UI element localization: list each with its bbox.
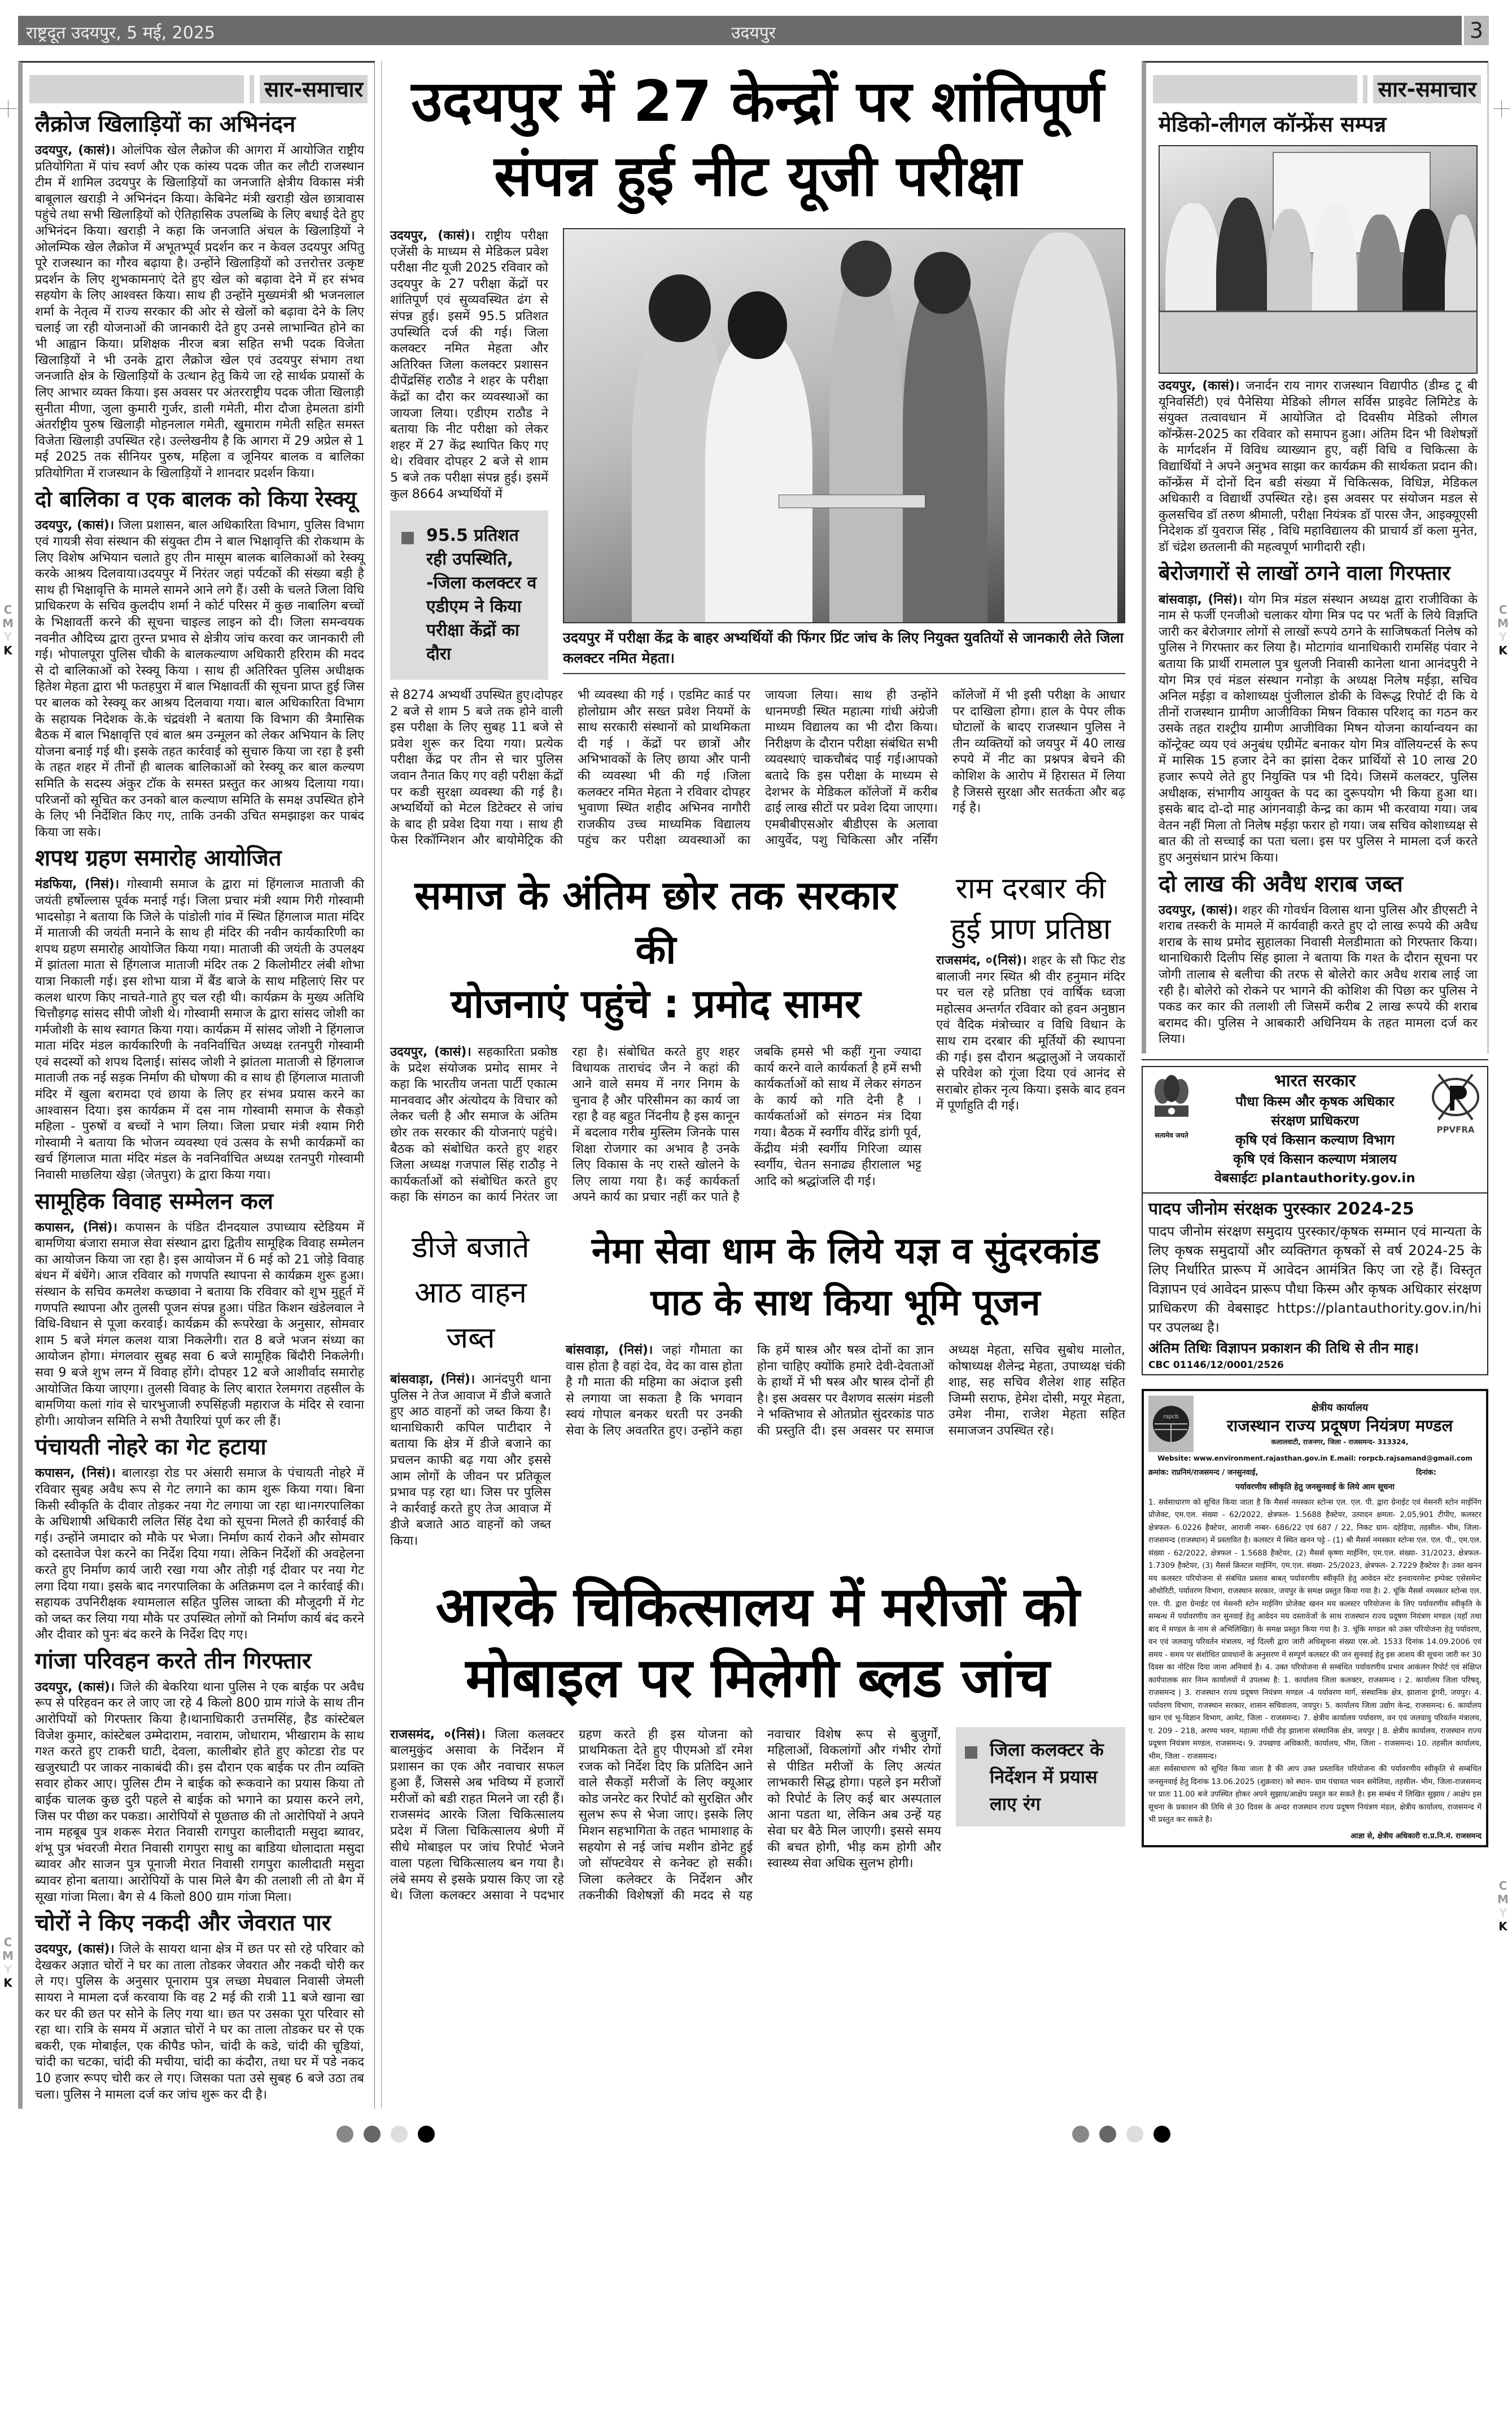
- paper-date: राष्ट्रदूत उदयपुर, 5 मई, 2025: [26, 23, 215, 43]
- headline-line: संपन्न हुई नीट यूजी परीक्षा: [494, 143, 1021, 209]
- brief-title: सामूहिक विवाह सम्मेलन कल: [35, 1188, 273, 1214]
- lead-headline: [390, 64, 1125, 213]
- brief-body: बांसवाड़ा, (निसं)। योग मित्र मंडल संस्थान अध्यक्ष द्वारा राजीविका के नाम से फर्जी एनजीओ चलाकर योगा मित्र पद पर भर्ती के लिये विज्ञप्ति जारी कर बेरोजगार लोगों से लाखों रूपये ठगने के साजिषकर्ता निलेष को पुलिस ने गिरफ्तार कर लिया है। मोटागांव थानाधिकारी रामसिंह पंवार ने बताया कि प्रार्थी रामलाल पुत्र धुलजी निवासी कानेला थाना आनंदपुरी ने योग मित्र एवं मंडल संस्थान गनोड़ा के अध्यक्ष निलेष मईड़ा, सचिव अनिल मईड़ा व कोशाध्यक्ष पुंजीलाल डोकी के विरूद्ध रिपोर्ट दी कि ये तीनों राजस्थान ग्रामीण आजीविका मिषन विकास परिशद् का गठन कर उसके तहत राश्ट्रीय ग्रामीण आजीविका मिषन योजना कार्यान्वयन का कॉन्ट्रेक्ट व्यय एवं अनुबंध एग्रीमेंट बनाकर योग मित्र वॉलियन्टर्स के रूप में मासिक 15 हजार देने का झांसा देकर प्रार्थियों से 10 लाख 20 हजार रूपये लेते हुए नियुक्ति पत्र भी दिये। जिसमें कलक्टर, पुलिस अधीक्षक, संभागीय आयुक्त के पद का दुरूपयोग भी किया हुआ था। इसके बाद दो-दो माह आंगनवाड़ी केन्द्र का काम भी करवाया गया। जब वेतन नहीं मिला तो निलेष मईड़ा फरार हो गया। जब सचिव कोशाध्यक्ष से बात की तो सच्चाई का पता चला। इस पर पुलिस ने मामला दर्ज करते हुए अनुसंधान प्रारंभ किया।: [1159, 592, 1478, 866]
- lead-article-intro: उदयपुर, (कासं)। राष्ट्रीय परीक्षा एजेंसी के माध्यम से मेडिकल प्रवेश परीक्षा नीट यूजी 2025 रविवार को उदयपुर के 27 परीक्षा केंद्रों पर शांतिपूर्ण एवं सुव्यवस्थित ढंग से संपन्न हुई। इसमें 95.5 प्रतिशत उपस्थिति दर्ज की गई। जिला कलक्टर नमित मेहता और अतिरिक्त जिला कलक्टर प्रशासन दीपेंद्रसिंह राठौड ने शहर के परीक्षा केंद्रों का दौरा कर व्यवस्थाओं का जायजा लिया। एडीएम राठौड ने बताया कि नीट परीक्षा को लेकर शहर में 27 केंद्र स्थापित किए गए थे। रविवार दोपहर 2 बजे से शाम 5 बजे तक परीक्षा संपन्न हुई। इसमें कुल 8664 अभ्यर्थियों में: [390, 229, 548, 501]
- ad-address: कलालवाटी, राजनगर, जिला - राजसमन्द- 313324,: [1271, 1438, 1409, 1446]
- bullet-square-icon: [401, 532, 414, 544]
- section-label-bar: [1153, 75, 1481, 103]
- article-dj: [390, 1225, 551, 1550]
- svg-text:rspcb: rspcb: [1163, 1413, 1179, 1420]
- brief-body: उदयपुर, (कासं)। शहर की गोवर्धन विलास थाना पुलिस और डीएसटी ने शराब तस्करी के मामले में कार्यवाही करते हुए दो लाख रूपये की अवैध शराब के साथ प्रमोद सुहालका निवासी मेलडीमाता को गिरफ्तार किया।थानाधिकारी दिलीप सिंह झाला ने बताया कि गश्त के दौरान सूचना पर जोगी तालाब से बलीचा की तरफ से बोलेरो कार अवैध शराब लाई जा रही है। बोलेरो को रोकने पर भागने की कोशिश की पिछा कर पुलिस ने पकड कर कार की तलाशी ली जिसमें करीब 2 लाख रूपये की शराब बरामद की। पुलिस ने आबकारी अधिनियम के तहत मामला दर्ज कर लिया।: [1159, 903, 1478, 1047]
- ad-body: 1. सर्वसाधारण को सूचित किया जाता है कि मैसर्स नमस्कार स्टोन्स एल. एल. पी. द्वारा ग्रेनाईट एवं मेसनरी स्टोन माईनिंग प्रोजेक्ट, एम.एल. संख्या - 62/2022, क्षेत्रफल- 1.5688 हैक्टेयर, उत्पादन क्षमता- 2,05,901 टीपीए, कलस्टर क्षेत्रफल- 6.0226 हैक्टेयर, आराजी नम्बर- 686/22 एवं 687 / 22, निकट ग्राम- दहेड़िया, तहसील- भीम, जिला- राजसमन्द (राजस्थान) में प्रस्तावित है। कलस्टर में स्थित खनन पट्टे - (1) श्री मैसर्स नमस्कार स्टोन्स एल. एल. पी., एम.एल. संख्या - 62/2022, क्षेत्रफल - 1.5688 हैक्टेयर, (2) मैसर्स कृष्णा माईनिंग, एम.एल. संख्या- 31/2023, क्षेत्रफल- 1.7309 हैक्टेयर, (3) मैसर्स क्रिस्टल माईनिंग, एम.एल. संख्या- 25/2023, क्षेत्रफल- 2.7229 हैक्टेयर है। उक्त खनन मय कलस्टर परियोजना से संबंधित प्रस्ताव बाबत् पर्यावरणीय स्वीकृति हेतु आवेदन स्टेट इनवायरमेन्ट इम्पेक्ट एसेसमेन्ट ऑथोरिटी, पर्यावरण विभाग, राजस्थान सरकार, जयपुर के समक्ष प्रस्तुत किया गया है। 2. चूंकि मैसर्स नमस्कार स्टोन्स एल. एल. पी. द्वारा ग्रेनाईट एवं मेसनरी स्टोन माईनिंग प्रोजेक्ट खनन मय कलस्टर परियोजना के लिए पर्यावरणीय स्वीकृति के सम्बन्ध में पर्यावरणीय जन सुनवाई हेतु आवेदन मय दस्तावेजों के साथ राजस्थान राज्य प्रदूषण नियंत्रण मण्डल (यहाँ तथा बाद में मण्डल के नाम से अभिलिखित) के समक्ष प्रस्तुत किया गया है। 3. चूंकि मण्डल को उक्त परियोजना हेतु पर्यावरण, वन एवं जलवायु परिवर्तन मंत्रालय, नई दिल्ली द्वारा जारी अधिसूचना संख्या एस.ओ. 1533 दिनांक 14.09.2006 एवं समय - समय पर संशोधित प्रावधानों के अनुसरण में सम्पूर्ण कलस्टर की जन सुनवाई हेतु इस आशय की सूचना जारी कर 30 दिवस का नोटिस दिया जाना अनिवार्य है। 4. उक्त परियोजना से सम्बंधित पर्यावरणीय प्रभाव आकंलन रिपोर्ट एवं संक्षिप्त कार्यपालक सार निम्न कार्यालयों में उपलब्ध है: 1. कार्यालय जिला कलक्टर, राजसमन्द । 2. कार्यालय जिला परिषद्, राजसमन्द | 3. राजस्थान राज्य प्रदूषण नियंत्रण मण्डल -4 पर्यावरण मार्ग, संस्थानिक क्षेत्र, झालाना डूंगरी, जयपुर। 4. पर्यावरण विभाग, राजस्थान सरकार, शासन सचिवालय, जयपुर। 5. कार्यालय जिला उद्योग केन्द्र, राजसमन्द। 6. कार्यालय खान एवं भू-विज्ञान विभाग, आमेट, जिला - राजसमन्द। 7. क्षेत्रीय कार्यालय पर्यावरण, वन एवं जलवायु परिवर्तन मंत्रालय, ए. 209 - 218, अरण्य भवन, महात्मा गॉंधी रोड़ झालाना संस्थानिक क्षेत्र, जयपुर | 8. क्षेत्रीय कार्यालय, राजस्थान राज्य प्रदूषण नियंत्रण मण्डल, राजसमन्द। 9. उपखण्ड अधिकारी, कार्यालय, भीम, जिला - राजसमन्द। 10. तहसील कार्यालय, भीम, जिला - राजसमन्द।: [1148, 1498, 1482, 1761]
- brief-body: उदयपुर, (कासं)। जिले की बेकरिया थाना पुलिस ने एक बाईक पर अवैध रूप से परिहवन कर ले जाए जा रहे 4 किलो 800 ग्राम गांजे के साथ तीन आरोपियों को गिरफ्तार किया है।थानाधिकारी उत्तमसिंह, हैड कांस्टेबल विजेश कुमार, कांस्टेबल उम्मेदाराम, नवाराम, जोधाराम, भीखाराम के साथ गश्त करते हुए टाकरी घाटी, देवला, कालीबोर होते हुए कोटडा रोड पर खजुरघाटी पर जाकर नाकाबंदी की। इस दौरान एक बाईक पर तीन व्यक्ति सवार होकर आए। पुलिस टीम ने बाईक को रूकवाने का प्रयास किया तो बाईक चालक कुछ दुरी पहले से बाईक को भगाने का प्रयास करने लगे, जिस पर पीछा कर पकडा। आरोपियों से पूछताछ की तो आरोपियों ने अपने नाम महबूब पुत्र शकरू मेरात निवासी रागपुरा कालीदाती मसुदा ब्यावर, शंभू पुत्र भंवरजी मेरात निवासी रागपुरा साधु का बाडिया धोलादाता मसुदा ब्यावर और साजन पुत्र पूनाजी मेरात निवासी रागपुरा कालीदाती मसुदा ब्यावर होना बताया। आरोपियों के पास मिले बैग की तलाशी ली तो बैग में सूखा गांजा मिला। बैग से 4 किलो 800 ग्राम गांजा मिला।: [35, 1680, 364, 1904]
- article-nema: [566, 1225, 1125, 1440]
- ad-code: CBC 01146/12/0001/2526: [1148, 1359, 1284, 1371]
- page-number: 3: [1462, 16, 1489, 45]
- ad-line: भारत सरकार: [1274, 1070, 1356, 1091]
- logo-text: PPVFRA: [1436, 1124, 1475, 1135]
- article-arke: [390, 1727, 1125, 1905]
- rule: [1142, 1059, 1488, 1060]
- right-news-column: [1142, 61, 1488, 1054]
- news-brief: [35, 1186, 364, 1430]
- right-column: [1142, 61, 1488, 1847]
- headline-samar: [390, 868, 921, 1031]
- public-notice-advertisement-rspcb: [1142, 1389, 1488, 1847]
- ad-deadline: अंतिम तिथिः विज्ञापन प्रकाशन की तिथि से तीन माह।: [1148, 1339, 1419, 1356]
- ad-line: कृषि एवं किसान कल्याण मंत्रालय: [1233, 1151, 1397, 1167]
- row-dj-nema: [390, 1225, 1125, 1550]
- pull-quote-text: जिला कलक्टर के निर्देशन में प्रयास लाए रंग: [990, 1738, 1104, 1815]
- headline-line: समाज के अंतिम छोर तक सरकार की: [414, 872, 897, 973]
- section-label: सार-समाचार: [260, 75, 368, 103]
- news-brief: [35, 484, 364, 841]
- left-news-column: [18, 61, 375, 2109]
- cmyk-marks: C M Y K: [1497, 603, 1509, 657]
- headline-line: मोबाइल पर मिलेगी ब्लड जांच: [465, 1646, 1050, 1710]
- section-name: उदयपुर: [731, 23, 776, 43]
- color-calibration-dots: [1072, 2126, 1170, 2143]
- center-news-area: [388, 61, 1128, 1904]
- photo-caption: उदयपुर में परीक्षा केंद्र के बाहर अभ्यर्थियों की फिंगर प्रिंट जांच के लिए नियुक्त युवतियों से जानकारी लेते जिला कलक्टर नमित मेहता।: [563, 628, 1125, 674]
- ad-website: वेबसाईटः plantauthority.gov.in: [1214, 1170, 1415, 1186]
- ad-subject: पर्यावरणीय स्वीकृति हेतु जनसुनवाई के लिये आम सूचना: [1235, 1482, 1395, 1492]
- cmyk-marks: C M Y K: [1497, 1879, 1509, 1933]
- news-brief: [35, 1646, 364, 1905]
- page-header: [18, 16, 1489, 45]
- headline-arke: [390, 1571, 1125, 1714]
- color-calibration-dots: [337, 2126, 435, 2143]
- article-nema-body: बांसवाड़ा, (निसं)। जहां गौमाता का वास होता है वहां देव, वेद का वास होता है गौ माता की महिमा का अंदाज इसी से लगाया जा सकता है कि भगवान स्वयं गोपाल बनकर धरती पर उनकी सेवा के लिए अवतरित हुए। उन्होंने कहा कि हमें षास्त्र और षस्त्र दोनों का ज्ञान होना चाहिए क्योंकि हमारे देवी-देवताओं के हाथों में भी षस्त्र और षास्त्र दोनों ही है। इस अवसर पर वैशणव सत्संग मंडली ने भक्तिभाव से ओतप्रोत सुंदरकांड पाठ की प्रस्तुति दी। इस अवसर पर समाज अध्यक्ष मेहता, सचिव सुबोध मालोत, कोषाध्यक्ष शैलेन्द्र मेहता, उपाध्यक्ष चंकी शाह, सह सचिव शैलेश शाह सहित जिम्मी सराफ, हेमेश दोसी, मयूर मेहता, उमेश नीमा, राजेश मेहता सहित समाजजन उपस्थित रहे।: [566, 1343, 1125, 1438]
- ashoka-emblem-icon: [1146, 1072, 1197, 1140]
- brief-title: मेडिको-लीगल कॉन्फ्रेंस सम्पन्न: [1159, 112, 1387, 137]
- ad-line: कृषि एवं किसान कल्याण विभाग: [1235, 1131, 1395, 1148]
- ad-ref-number: क्रमांक: राप्रनिमं/राजसमन्द / जनसुनवाई,: [1148, 1468, 1258, 1477]
- headline-nema: [566, 1225, 1125, 1329]
- article-body: राजसमंद, ०(निसं)। शहर के सौ फिट रोड बालाजी नगर स्थित श्री वीर हनुमान मंदिर पर चल रहे प्रतिष्ठा एवं वार्षिक ध्वजा महोत्सव अन्तर्गत रविवार को हवन अनुष्ठान एवं वैदिक मंत्रोच्चार व विधि विधान के साथ राम दरबार की मूर्तियों की स्थापना की गई। इस दौरान श्रद्धालुओं ने जयकारों से परिवेश को गूंजा दिया एवं आनंद से सराबोर होकर नृत्य किया। इसके बाद हवन में पूर्णाहुति दी गई।: [936, 954, 1126, 1113]
- ad-line: पौधा किस्म और कृषक अधिकार: [1235, 1093, 1395, 1109]
- article-ram-darbar: [936, 868, 1125, 1114]
- headline-line: नेमा सेवा धाम के लिये यज्ञ व सुंदरकांड: [591, 1230, 1100, 1272]
- brief-body: कपासन, (निसं)। बालारड़ा रोड पर अंसारी समाज के पंचायती नोहरे में रविवार सुबह अवैध रूप से गेट लगाने का काम शुरू किया गया। बिना किसी स्वीकृति के दीवार तोड़कर नया गेट लगाया जा रहा था।नगरपालिका के अधिशाषी अधिकारी ललित सिंह देथा को सूचना मिलते ही कार्रवाई की गई। उन्होंने जमादार को मौके पर भेजा। निर्माण कार्य रोकने और सोमवार को दस्तावेज पेश करने का निर्देश दिया गया। लेकिन निर्देशों की अवहेलना करते हुए निर्माण कार्य जारी रखा गया और तोड़ी गई दीवार पर नया गेट लगा दिया गया। इसके बाद नगरपालिका के अतिक्रमण दल ने कार्रवाई की। सहायक उपनिरीक्षक श्यामलाल सहित पुलिस जाब्ता की मौजूदगी में गेट को जब्त कर लिया गया मौके पर उपस्थित लोगों को निर्माण कार्य बंद करने और दीवार को पुनः बंद करने के निर्देश दिए गए।: [35, 1466, 364, 1642]
- ad-line: संरक्षण प्राधिकरण: [1271, 1112, 1359, 1129]
- emblem-motto: सत्यमेव जयते: [1155, 1131, 1188, 1139]
- news-brief: [35, 109, 364, 482]
- news-brief: [35, 843, 364, 1183]
- ppvfra-logo: [1428, 1072, 1483, 1135]
- ad-body: पादप जीनोम संरक्षण समुदाय पुरस्कार/कृषक सम्मान एवं मान्यता के लिए कृषक समुदायों और व्यक्तिगत कृषकों से वर्ष 2024-25 के लिए निर्धारित प्रारूप में आवेदन आमंत्रित किए जा रहे हैं। विस्तृत विज्ञापन एवं आवेदन प्रारूप पौधा किस्म और कृषक अधिकार संरक्षण प्राधिकरण की वेबसाइट https://plantauthority.gov.in/hi पर उपलब्ध है।: [1148, 1223, 1482, 1335]
- brief-body: कपासन, (निसं)। कपासन के पंडित दीनदयाल उपाध्याय स्टेडियम में बामणिया बंजारा समाज सेवा संस्थान द्वारा द्वितीय सामूहिक विवाह सम्मेलन का आयोजन किया जा रहा है। इस आयोजन में 6 मई को 21 जोड़े विवाह बंधन में बंधेंगे। आज रविवार को गणपति स्थापना से कार्यक्रम शुरू हुआ। संस्थान के सचिव कमलेश कच्छावा ने बताया कि रविवार को शुभ मुहूर्त में गणपति स्थापना और तुलसी पूजन संपन्न हुआ। पंडित किशन खंडेलवाल ने विधि-विधान से पूजा करवाई। कार्यक्रम की रूपरेखा के अनुसार, सोमवार शाम 5 बजे मंगल कलश यात्रा निकलेगी। रात 8 बजे भजन संध्या का आयोजन होगा। मंगलवार सुबह सवा 6 बजे सामूहिक बिंदौरी निकलेगी। सवा 9 बजे शुभ लग्न में विवाह होंगे। दोपहर 12 बजे आशीर्वाद समारोह आयोजित किया जाएगा। तुलसी विवाह के लिए बारात रेलमगरा तहसील के बामणिया कलां गांव से चारभुजाजी रुपसिंहजी महाराज के मंदिर से रवाना होगी। आयोजन समिति ने सभी तैयारियां पूर्ण कर ली हैं।: [35, 1220, 364, 1428]
- news-photo-conference: [1159, 145, 1478, 374]
- brief-body: उदयपुर, (कासं)। जिला प्रशासन, बाल अधिकारिता विभाग, पुलिस विभाग एवं गायत्री सेवा संस्थान की संयुक्त टीम ने बाल भिक्षावृत्ति की रोकथाम के लिए विशेष अभियान चलाते हुए तीन मासूम बालक बालिकाओं को रेस्क्यू करके आश्रय दिलवाया।उदयपुर में निरंतर जहां पर्यटकों की संख्या बड़ी है साथ ही भिक्षावृत्ति के मामले सामने आने लगे हैं। उसी के चलते जिला विधि प्राधिकरण के सचिव कुलदीप शर्मा ने कोर्ट परिसर में कुछ नाबालिग बच्चों के भिक्षावर्ती करने की सूचना चाइल्ड लाइन को दी। जिला समन्वयक नवनीत औदिच्य द्वारा तुरन्त प्रभाव से क्षेत्रीय जांच करवा कर जानकारी ली गई। भोपालपूरा पुलिस चौकी के बालकल्याण अधिकारी हरिराम की मदद से दो बालिकाओं को रेस्क्यू किया । साथ ही अतिरिक्त पुलिस अधीक्षक हितेश मेहता द्वारा भी फतहपुरा में बाल भिक्षावर्ती की सूचना प्राप्त हुई जिस पर बालक को रेस्क्यू कर आश्रय दिलवाया गया। बाल अधिकारिता विभाग के सहायक निदेशक के.के चंद्रवंशी ने बताया कि विभाग की त्रैमासिक बैठक में बाल भिक्षावृत्ति एवं बाल श्रम उन्मूलन को लेकर अभियान के लिए योजना बनाई गई थी। इसके तहत कार्रवाई को सुचारु किया जा रहा है इसी के तहत शहर में तीनों ही बालक बालिकाओं को रेस्क्यू कर बाल कल्यण समिति के सदस्य अंकुर टॉक के समस्त प्रस्तुत कर आश्रय दिलाया गया। परिजनों को सूचित कर उनको बाल कल्याण समिति के समक्ष उपस्थित होने के लिए भी निर्देशित किए गए, ताकि उनकी उचित समझाइश कर पाबंद किया जा सके।: [35, 518, 364, 840]
- lead-article: [390, 228, 1125, 680]
- ad-signature: आज्ञा से, क्षेत्रीय अधिकारी रा.प्र.नि.मं. राजसमन्द: [1350, 1832, 1482, 1841]
- news-brief: [35, 1432, 364, 1644]
- ad-body: अतः सर्वसाधारण को सूचित किया जाता है की आप उक्त प्रस्तावित परियोजना की पर्यावरणीय स्वीकृति से सम्बंधित जनसुनवाई हेतु दिनांक 13.06.2025 (शुक्रवार) को स्थान- ग्राम पंचायत भवन समेलिया, तहसील- भीम, जिला-राजसमन्द पर प्रातः 11.00 बजे उपस्थित होकर अपने सुझाव/आक्षेप प्रस्तुत कर सकतें है। इस सम्बंध में लिखित सुझाव / आक्षेप इस सूचना के प्रकाशन की तिथि से 30 दिवस के अन्दर राजस्थान राज्य प्रदूषण नियंत्रण मंडल, क्षेत्रीय कार्यालय, राजसमन्द में भी प्रस्तुत कर सकते है।: [1148, 1765, 1482, 1825]
- article-samar-body: उदयपुर, (कासं)। सहकारिता प्रकोष्ठ के प्रदेश संयोजक प्रमोद सामर ने कहा कि भारतीय जनता पार्टी एकात्म मानववाद और अंत्योदय के विचार को लेकर चली है और समाज के अंतिम छोर तक सरकार की योजनाएं पहुंचे। बैठक को संबोधित करते हुए शहर जिला अध्यक्ष गजपाल सिंह राठौड़ ने कार्यकर्ताओं को संबोधित करते हुए कहा कि संगठन का कार्य निरंतर जा रहा है। संबोधित करते हुए शहर विधायक ताराचंद जैन ने कहां की आने वाले समय में नगर निगम के चुनाव है और परिसीमन का कार्य जा रहा है वह बहुत निंदनीय है इस कानून में बदलाव गरीब मुस्लिम जिनके पास शिक्षा रोजगार का अभाव है उनके लिए विकास के नए रास्ते खोलने के लिए लाया गया है। कई कार्यकर्ता अपने कार्य का प्रचार नहीं कर पाते है जबकि हमसे भी कहीं गुना ज्यादा कार्य करने वाले कार्यकर्ता है हमें सभी कार्यकर्ताओं को साथ में लेकर संगठन के कार्य को गति देनी है । कार्यकर्ताओं को संगठन मंत्र दिया गया। बैठक में स्वर्गीय वीरेंद्र डांगी पूर्व, केंद्रीय मंत्री स्वर्गीय गिरिजा व्यास स्वर्गीय, चेतन सनाढ्य हीरालाल भट्ट आदि को श्रद्धांजलि दी गई।: [390, 1045, 921, 1205]
- brief-title: शपथ ग्रहण समारोह आयोजित: [35, 845, 282, 872]
- section-label-bar: [29, 75, 368, 103]
- brief-title: लैक्रोज खिलाड़ियों का अभिनंदन: [35, 111, 296, 137]
- brief-title: गांजा परिवहन करते तीन गिरफ्तार: [35, 1647, 312, 1674]
- article-arke-body: राजसमंद, ०(निसं)। जिला कलक्टर बालमुकुंद असावा के निर्देशन में प्रशासन का एक और नवाचार सफल हुआ हैं, जिससे अब भविष्य में हजारों मरीजों को बडी राहत मिलने जा रही हैं। राजसमंद आरके जिला चिकित्सालय प्रदेश में जिला चिकित्सालय श्रेणी में सीधे मोबाइल पर जांच रिपोर्ट भेजने वाला पहला चिकित्सालय बन गया है। लंबे समय से इसके प्रयास किए जा रहे थे। जिला कलक्टर असावा ने पदभार ग्रहण करते ही इस योजना को प्राथमिकता देते हुए पीएमओ डॉ रमेश रजक को निर्देश दिए कि प्रतिदिन आने वाले सैकड़ों मरीजों के लिए क्यूआर कोड जनरेट कर रिपोर्ट को सुरक्षित और सुलभ रूप से भेजा जाए। इसके लिए मिशन सहभागिता के तहत भामाशाह के सहयोग से नई जांच मशीन डोनेट हुई जो सॉफ्टवेयर से कनेक्ट हो सकी। जिला कलेक्टर के निर्देशन और तकनीकी विशेषज्ञों की मदद से यह नवाचार विशेष रूप से बुजुर्गों, महिलाओं, विकलांगों और गंभीर रोगों से पीडित मरीजों के लिए अत्यंत लाभकारी सिद्ध होगा। पहले इन मरीजों को रिपोर्ट के लिए कई बार अस्पताल आना पडता था, लेकिन अब उन्हें यह सेवा घर बैठे मिल जाएगी। इससे समय की बचत होगी, भीड़ कम होगी और स्वास्थ्य सेवा अधिक सुलभ होगी।: [390, 1727, 941, 1903]
- pull-quote: [956, 1727, 1125, 1826]
- brief-body: उदयपुर, (कासं)। जिले के सायरा थाना क्षेत्र में छत पर सो रहे परिवार को देखकर अज्ञात चोरों ने घर का ताला तोडकर जेवरात और नकदी चोरी कर ले गए। पुलिस के अनुसार पूनाराम पुत्र लच्छा मेघवाल निवासी जेमली सायरा ने मामला दर्ज करवाया कि वह 2 मई की रात्री 11 बजे खाना खा कर घर की छत पर सोने के लिए गया था। छत पर उसका पूरा परिवार सो रहा था। रात्रि के समय में अज्ञात चोरों ने घर का ताला तोडकर घर से एक बकरी, एक मोबाईल, एक कीपैड फोन, चांदी के कडे, चांदी की चूडियां, चांदी का चटका, चांदी की मचीया, चांदी का कंदौरा, तथा घर में पडे नकद 10 हजार रूपए चोरी कर ले गए। जिसका पता उसे सुबह 6 बजे उठा तब चला। पुलिस ने मामला दर्ज कर जांच शुरू कर दी है।: [35, 1942, 364, 2102]
- pull-quote: [390, 510, 548, 680]
- government-advertisement-ppvfra: [1142, 1066, 1488, 1375]
- column-divider: [381, 61, 382, 2109]
- headline-line: आरके चिकित्सालय में मरीजों को: [435, 1575, 1080, 1638]
- ad-org-name: राजस्थान राज्य प्रदूषण नियंत्रण मण्डल: [1226, 1416, 1453, 1436]
- section-label: सार-समाचार: [1373, 75, 1481, 103]
- article-samar: [390, 868, 921, 1206]
- headline-dj: डीजे बजाते आठ वाहन जब्त: [412, 1230, 530, 1355]
- ad-date-label: दिनांक:: [1415, 1468, 1436, 1477]
- pull-quote-text: 95.5 प्रतिशत रही उपस्थिति, -जिला कलक्टर व एडीएम ने किया परीक्षा केंद्रों का दौरा: [426, 526, 537, 665]
- news-photo-neet-inspection: [563, 228, 1125, 623]
- ad-contact: Website: www.environment.rajasthan.gov.in E.mail: rorpcb.rajsamand@gmail.com: [1157, 1454, 1472, 1462]
- bullet-square-icon: [965, 1746, 977, 1759]
- page-body: [18, 61, 1489, 2109]
- brief-title: दो बालिका व एक बालक को किया रेस्क्यू: [35, 487, 357, 512]
- brief-title: दो लाख की अवैध शराब जब्त: [1159, 871, 1403, 897]
- registration-mark-icon: [0, 100, 17, 117]
- brief-body: उदयपुर, (कासं)। ओलंपिक खेल लैक्रोज की आगरा में आयोजित राष्ट्रीय प्रतियोगिता में पांच स्वर्ण और एक कांस्य पदक जीत कर लौटी राजस्थान टीम में शामिल उदयपुर के खिलाड़ियों का जनजाति क्षेत्रीय विकास मंत्री बाबूलाल खराड़ी ने अभिनंदन किया। केबिनेट मंत्री खराड़ी खेल छात्रावास पहुंचे तथा सभी खिलाड़ियों को ऐतिहासिक उपलब्धि के लिए बधाई देते हुए अभिनंदन किया। खराड़ी ने कहा कि जनजाति अंचल के खिलाड़ियों ने ओलम्पिक खेल लैक्रोज में अभूतभ्पूर्व प्रदर्शन कर न केवल उदयपुर अपितु पूरे राजस्थान का गौरव बढ़ाया है। उन्होंने खिलाड़ियों को उत्तरोत्तर उत्कृष्ट प्रदर्शन के लिए शुभकामनाएं देते हुए खेल को बढ़ावा देने में हर संभव सहयोग के लिए आश्वस्त किया। साथ ही उन्होंने मुख्यमंत्री श्री भजनलाल शर्मा के नेतृत्व में राज्य सरकार की ओर से खेलों को बढ़ावा देने के लिए चलाई जा रही योजनाओं की जानकारी देते हुए उनसे लाभान्वित होने का भी आह्वान किया। प्रशिक्षक नीरज बत्रा सहित सभी पदक विजेता खिलाड़ियों ने भी उनके द्वारा लैक्रोज खेल एवं उदयपुर संभाग तथा जनजाति क्षेत्र के खिलाड़ियों के उत्थान हेतु किये जा रहे सार्थक प्रयासों के लिए आभार व्यक्त किया। इस अवसर पर अंतरराष्ट्रीय पदक जीता खिलाड़ी सुनीता मीणा, जुला कुमारी गुर्जर, डाली गमेती, मीरा दौजा हेमलता डांगी अंतर्राष्ट्रीय पुरुष खिलाड़ी मोहनलाल गमेती, खुमाराम गमेती सहित समस्त विजेता खिलाड़ी उपस्थित रहे। उल्लेखनीय है कि आगरा में 29 अप्रेल से 1 मई 2025 तक सीनियर पुरुष, महिला व जूनियर बालक व बालिका प्रतियोगिता में राजस्थान के खिलाड़ियों ने शानदार प्रदर्शन किया।: [35, 143, 364, 480]
- headline-line: योजनाएं पहुंचे : प्रमोद सामर: [451, 981, 861, 1028]
- row-samar: [390, 868, 1125, 1206]
- brief-title: पंचायती नोहरे का गेट हटाया: [35, 1434, 266, 1461]
- brief-title: बेरोजगारों से लाखों ठगने वाला गिरफ्तार: [1159, 561, 1450, 585]
- article-body: बांसवाड़ा, (निसं)। आनंदपुरी थाना पुलिस ने तेज आवाज में डीजे बजाते हुए आठ वाहनों को जब्त किया है। थानाधिकारी कपिल पाटीदार ने बताया कि क्षेत्र में डीजे बजाने का प्रचलन काफी बढ़ गया और इससे आम लोगों के जीवन पर प्रतिकूल प्रभाव पड़ रहा था। जिस पर पुलिस ने कार्रवाई करते हुए तेज आवाज में डीजे बजाते आठ वाहनों को जब्त किया।: [390, 1372, 551, 1548]
- news-brief: [35, 1908, 364, 2103]
- lead-article-body: से 8274 अभ्यर्थी उपस्थित हुए।दोपहर 2 बजे से शाम 5 बजे तक होने वाली इस परीक्षा के लिए सुबह 11 बजे से प्रवेश शुरू कर दिया गया। प्रत्येक परीक्षा केंद्र पर तीन से चार पुलिस जवान तैनात किए गए वही परीक्षा केंद्रों पर कडी सुरक्षा व्यवस्था की गई है। अभ्यर्थियों को मेटल डिटेक्टर से जांच के बाद ही प्रवेश दिया गया । साथ ही फेस रिकॉग्निशन और बायोमेट्रिक की भी व्यवस्था की गई । एडमिट कार्ड पर होलोग्राम और सख्त प्रवेश नियमों के साथ सरकारी संस्थानों को प्राथमिकता दी गई । केंद्रों पर छात्रों और अभिभावकों के लिए छाया और पानी की व्यवस्था भी की गई ।जिला कलक्टर नमित मेहता ने रविवार दोपहर भुवाणा स्थित शहीद अभिनव नागौरी राजकीय उच्च माध्यमिक विद्यालय पहुंच कर परीक्षा व्यवस्थाओं का जायजा लिया। साथ ही उन्होंने धानमण्डी स्थित महात्मा गांधी अंग्रेजी माध्यम विद्यालय का भी दौरा किया। निरीक्षण के दौरान परीक्षा संबंधित सभी व्यवस्थाएं चाकचौबंद पाई गई।आपको बतादे कि इस परीक्षा के माध्यम से देशभर के मेडिकल कॉलेजों में करीब ढाई लाख सीटों पर प्रवेश दिया जाएगा। एमबीबीएसओर बीडीएस के अलावा आयुर्वेद, पशु चिकित्सा और नर्सिंग कॉलेजों में भी इसी परीक्षा के आधार पर दाखिला होगा। हाल के पेपर लीक घोटालों के बादए राजस्थान पुलिस ने तीन व्यक्तियों को जयपुर में 40 लाख रुपये में नीट का प्रश्नपत्र बेचने की कोशिश के आरोप में हिरासत में लिया है जिससे सुरक्षा और सतर्कता और बढ़ गई है।: [390, 688, 1125, 848]
- headline-line: पाठ के साथ किया भूमि पूजन: [650, 1282, 1041, 1324]
- ad-title: पादप जीनोम संरक्षक पुरस्कार 2024-25: [1148, 1199, 1414, 1219]
- page-footer: [18, 2126, 1489, 2143]
- rspcb-logo: [1148, 1396, 1194, 1452]
- headline-ram-darbar: राम दरबार की हुई प्राण प्रतिष्ठा: [950, 872, 1111, 947]
- headline-line: उदयपुर में 27 केन्द्रों पर शांतिपूर्ण: [411, 68, 1104, 134]
- brief-body: मंडफिया, (निसं)। गोस्वामी समाज के द्वारा मां हिंगलाज माताजी की जयंती हर्षोल्लास पूर्वक मनाई गई। जिला प्रचार मंत्री श्याम गिरी गोस्वामी भादसोड़ा ने बताया कि जिले के पांडोली गांव में स्थित हिंगलाज माता मंदिर में माताजी की जयंती मनाने के साथ ही मंदिर की नवीन कार्यकारिणी का शपथ ग्रहण समारोह आयोजित किया गया। माताजी की जयंती के उपलक्ष्य में झांतला माता से हिंगलाज माताजी मंदिर तक 2 किलोमीटर लंबी शोभा यात्रा निकाली गई। इस शोभा यात्रा में बैंड बाजे के साथ महिलाएं सिर पर कलश धारण किए नाचते-गाते हुए चल रही थी। कार्यक्रम के मुख्य अतिथि चित्तौड़गढ़ सांसद सीपी जोशी थे। गोस्वामी समाज के द्वारा सांसद जोशी का गर्मजोशी के साथ स्वागत किया गया। कार्यक्रम में सांसद जोशी ने हिंगलाज माता मंदिर मंडल कार्यकारिणी के नवनिर्वाचित अध्यक्ष रतनपुरी गोस्वामी एवं सदस्यों को शपथ दिलाई। सांसद जोशी ने झांतला माताजी से हिंगलाज माताजी तक नई सड़क निर्माण की घोषणा की व साथ ही हिंगलाज माताजी मंदिर में खुला बरामदा एवं छाया के लिए हर संभव प्रयास करने का आश्वासन दिया। इस कार्यक्रम में दस नाम गोस्वामी समाज के सैकड़ो महिला - पुरुषों व बच्चों ने भाग लिया। जिला प्रचार मंत्री श्याम गिरी गोस्वामी ने बताया कि भोजन व्यवस्था एवं उत्सव के सभी कार्यक्रमों का खर्च हिंगलाज माता मंदिर मंडल के नवनिर्वाचित अध्यक्ष रतनपुरी गोस्वामी निवासी माछलिया खेड़ा (जेतपुरा) के द्वारा किया गया।: [35, 877, 364, 1183]
- brief-title: चोरों ने किए नकदी और जेवरात पार: [35, 1910, 331, 1937]
- brief-body: उदयपुर, (कासं)। जनार्दन राय नागर राजस्थान विद्यापीठ (डीम्ड टू बी यूनिवर्सिटी) एवं पैनेसिया मेडिको लीगल सर्विस प्राइवेट लिमिटेड के संयुक्त तत्वावधान में आयोजित दो दिवसीय मेडिको लीगल कॉन्फ्रेंस-2025 का रविवार को समापन हुआ। अंतिम दिन भी विशेषज्ञों के मार्गदर्शन में विविध व्याख्यान हुए, वहीं विधि व चिकित्सा के विद्यार्थियों ने अपने अनुभव साझा कर कार्यक्रम की सार्थकता प्रदान की। कॉन्फ्रेंस में दोनों दिन बडी संख्या में चिकित्सक, विधिज्ञ, मेडिकल अधिकारी व विद्यार्थी उपस्थित रहे। इस अवसर पर संयोजन मडल से कुलसचिव डॉ तरुण श्रीमाली, परीक्षा नियंत्रक डॉ पारस जैन, आइक्यूएसी निदेशक डॉ युवराज सिंह , विधि महाविद्यालय की प्राचार्य डॉ कला मुनेत, डॉ चंद्रेश छतलानी की महत्वपूर्ण भागीदारी रही।: [1159, 379, 1478, 554]
- registration-mark-icon: [1493, 100, 1510, 117]
- ad-office: क्षेत्रीय कार्यालय: [1311, 1402, 1369, 1414]
- cmyk-marks: C M Y K: [2, 603, 14, 657]
- cmyk-marks: C M Y K: [2, 1935, 14, 1990]
